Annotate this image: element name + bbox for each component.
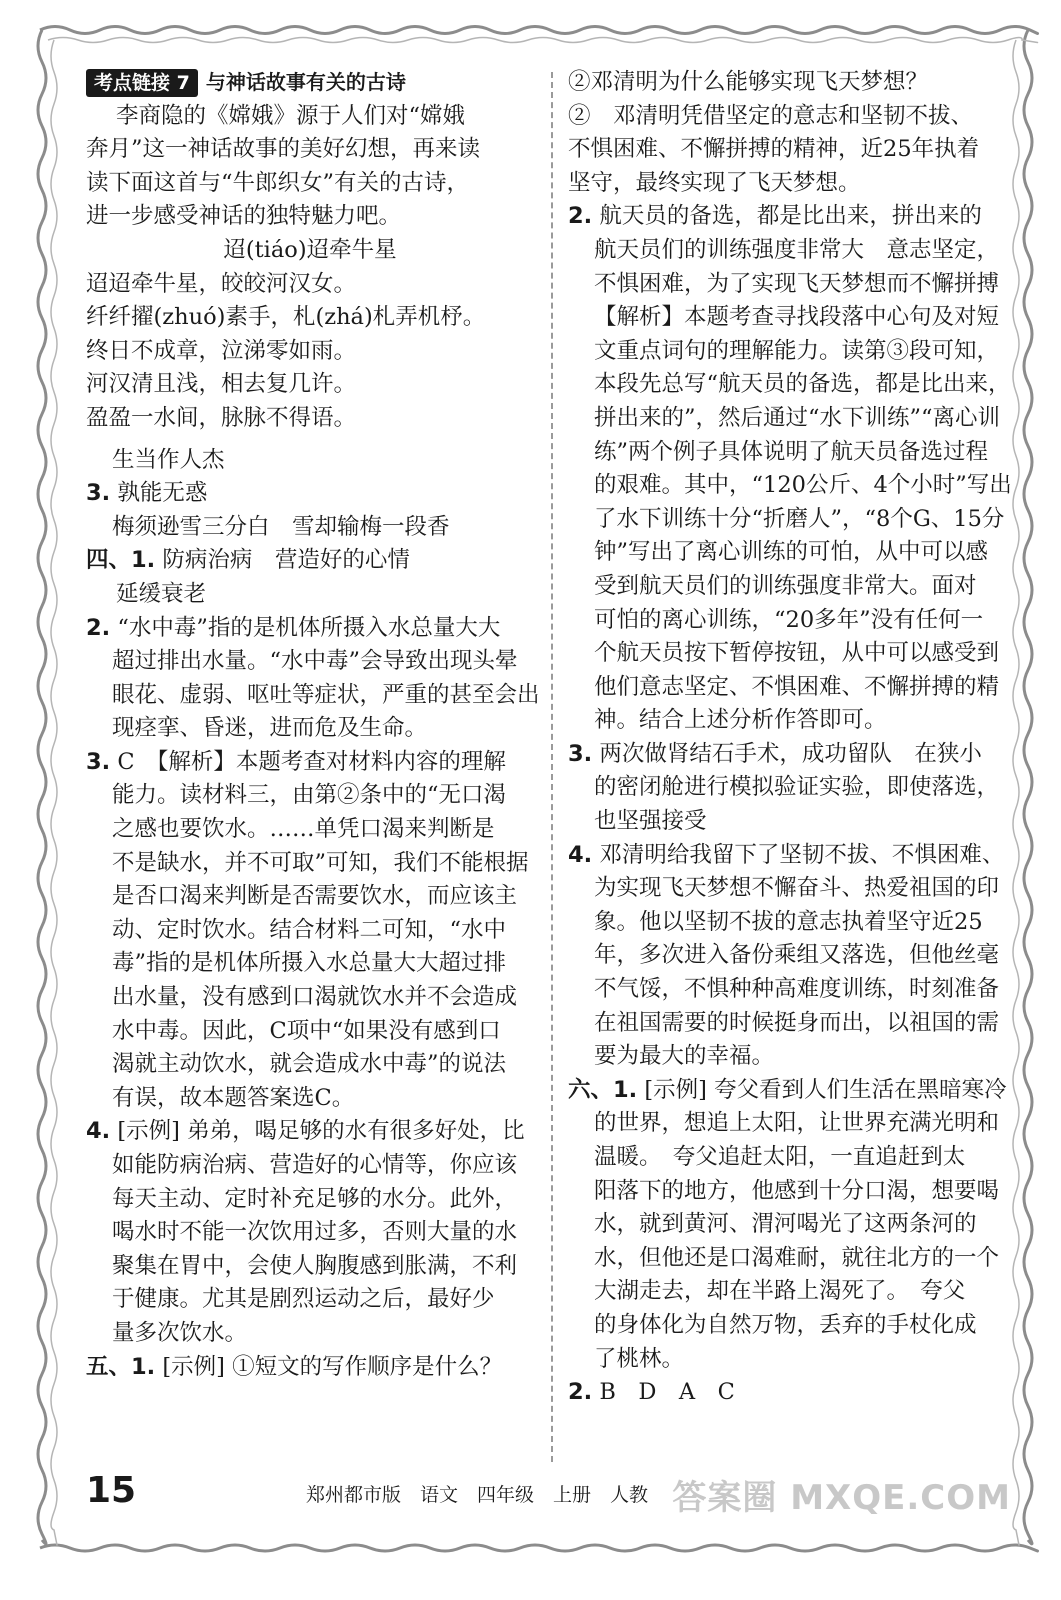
line-text: 眼花、虚弱、呕吐等症状，严重的甚至会出 <box>112 681 540 708</box>
left-text-line <box>86 981 534 1015</box>
line-text: 孰能无惑 <box>110 480 208 507</box>
right-text-line <box>568 335 1020 369</box>
line-text: 有误，故本题答案选C。 <box>112 1084 355 1111</box>
line-text: [示例] 弟弟，喝足够的水有很多好处，比 <box>110 1118 525 1145</box>
left-text-line <box>86 368 534 402</box>
line-text: 生当作人杰 <box>112 446 225 473</box>
left-text-line <box>86 679 540 713</box>
line-text: 了桃林。 <box>594 1345 685 1372</box>
right-text-line <box>568 771 1020 805</box>
right-text-line <box>568 805 1020 839</box>
left-text-line <box>86 746 534 780</box>
line-text: 可怕的离心训练，“20多年”没有任何一 <box>594 606 984 633</box>
right-text-line <box>568 1208 1020 1242</box>
line-text: “水中毒”指的是机体所摄入水总量大大 <box>110 614 501 641</box>
line-text: 每天主动、定时补充足够的水分。此外， <box>112 1185 518 1212</box>
right-text-line <box>568 1141 1020 1175</box>
line-text: ②邓清明为什么能够实现飞天梦想？ <box>568 69 929 95</box>
line-text: 的世界，想追上太阳，让世界充满光明和 <box>594 1110 1000 1137</box>
right-text-line <box>568 939 1020 973</box>
line-text: 的身体化为自然万物，丢弃的手杖化成 <box>594 1311 977 1338</box>
right-text-line <box>568 637 1020 671</box>
right-text-line <box>568 738 1020 772</box>
right-text-line <box>568 301 1020 335</box>
line-text: 量多次饮水。 <box>112 1319 248 1346</box>
right-text-line <box>568 234 1020 268</box>
left-text-line <box>86 544 534 578</box>
line-text: 他们意志坚定、不惧困难、不懈拼搏的精 <box>594 673 1000 700</box>
line-text: 年，多次进入备份乘组又落选，但他丝毫 <box>594 942 1000 969</box>
right-text-line <box>568 402 1020 436</box>
item-number: 3. <box>86 480 111 507</box>
right-text-line <box>568 839 1020 873</box>
page-number: 15 <box>86 1470 137 1511</box>
line-text: 温暖。 夸父追赶太阳，一直追赶到太 <box>594 1144 966 1170</box>
line-text: 神。结合上述分析作答即可。 <box>594 707 887 734</box>
kaodian-title: 与神话故事有关的古诗 <box>205 70 406 94</box>
line-text: 不惧困难、不懈拼搏的精神，近25年执着 <box>568 136 980 163</box>
book-info: 郑州都市版 语文 四年级 上册 人教 <box>306 1484 649 1506</box>
line-text: 读下面这首与“牛郎织女”有关的古诗， <box>86 169 470 196</box>
line-text: 能力。读材料三，由第②条中的“无口渴 <box>112 782 507 809</box>
right-text-line <box>568 66 1020 100</box>
right-text-line <box>568 872 1020 906</box>
left-text-line <box>86 712 534 746</box>
line-text: 不惧困难，为了实现飞天梦想而不懈拼搏 <box>594 270 1000 297</box>
kaodian-badge: 考点链接 7 <box>86 69 198 97</box>
right-text-line <box>568 469 1020 503</box>
line-text: 航天员们的训练强度非常大 意志坚定， <box>594 236 1000 263</box>
left-text-line <box>86 1115 534 1149</box>
line-text: 李商隐的《嫦娥》源于人们对“嫦娥 <box>116 102 466 129</box>
item-number: 4. <box>568 841 593 868</box>
right-text-line <box>568 368 1020 402</box>
left-text-line <box>86 779 534 813</box>
line-text: 【解析】本题考查寻找段落中心句及对短 <box>594 304 1000 331</box>
line-text: 水，但他还是口渴难耐，就往北方的一个 <box>594 1244 1000 1271</box>
right-text-line <box>568 1175 1020 1209</box>
right-text-line <box>568 604 1020 638</box>
line-text: 是否口渴来判断是否需要饮水，而应该主 <box>112 883 518 910</box>
left-text-line <box>86 1183 534 1217</box>
left-text-line <box>86 402 534 436</box>
line-text: 梅须逊雪三分白 雪却输梅一段香 <box>112 513 450 540</box>
right-text-line <box>568 1007 1020 1041</box>
left-text-line <box>86 1082 534 1116</box>
line-text: 了水下训练十分“折磨人”，“8个G、15分 <box>594 505 1005 532</box>
left-text-line <box>86 477 534 511</box>
left-text-line <box>86 301 534 335</box>
item-number: 3. <box>568 740 593 767</box>
line-text: 进一步感受神话的独特魅力吧。 <box>86 203 402 230</box>
right-text-line <box>568 671 1020 705</box>
right-text-line <box>568 570 1020 604</box>
line-text: [示例] ①短文的写作顺序是什么？ <box>155 1353 503 1380</box>
left-text-line <box>86 1283 534 1317</box>
right-text-line <box>568 133 1020 167</box>
line-text: 出水量，没有感到口渴就饮水并不会造成 <box>112 984 518 1011</box>
line-text: 的艰难。其中，“120公斤、4个小时”写出 <box>594 472 1012 499</box>
left-text-line <box>86 1317 534 1351</box>
left-text-line <box>86 813 534 847</box>
left-text-line <box>86 914 534 948</box>
right-text-line <box>568 1107 1020 1141</box>
kaodian-header <box>86 66 534 100</box>
line-text: 现痉挛、昏迷，进而危及生命。 <box>112 715 428 742</box>
item-number: 六、1. <box>568 1076 638 1103</box>
line-text: 本段先总写“航天员的备选，都是比出来， <box>594 371 1011 398</box>
left-text-line <box>86 200 534 234</box>
item-number: 五、1. <box>86 1353 156 1380</box>
line-text: 阳落下的地方，他感到十分口渴，想要喝 <box>594 1177 1000 1204</box>
right-text-line <box>568 536 1020 570</box>
right-text-line <box>568 1040 1020 1074</box>
left-text-line <box>86 335 534 369</box>
left-text-line <box>86 578 534 612</box>
line-text: 迢(tiáo)迢牵牛星 <box>223 236 397 263</box>
line-text: B D A C <box>592 1379 735 1406</box>
right-text-line <box>568 973 1020 1007</box>
line-text: 喝水时不能一次饮用过多，否则大量的水 <box>112 1219 518 1246</box>
left-text-line <box>86 511 534 545</box>
left-text-line <box>86 1015 534 1049</box>
line-text: 不是缺水，并不可取”可知，我们不能根据 <box>112 849 529 876</box>
line-text: 渴就主动饮水，就会造成水中毒”的说法 <box>112 1051 507 1078</box>
right-text-line <box>568 1376 1020 1410</box>
line-text: 聚集在胃中，会使人胸腹感到胀满，不利 <box>112 1252 518 1279</box>
page-footer <box>86 1470 1021 1520</box>
line-text: 迢迢牵牛星，皎皎河汉女。 <box>86 270 357 297</box>
line-text: 个航天员按下暂停按钮，从中可以感受到 <box>594 640 1000 667</box>
line-text: 延缓衰老 <box>116 580 207 607</box>
column-divider <box>551 72 553 1462</box>
left-text-line <box>86 1216 534 1250</box>
left-text-line <box>86 880 534 914</box>
watermark-logo: 答案圈 MXQE.COM <box>672 1478 1011 1518</box>
line-text: 超过排出水量。“水中毒”会导致出现头晕 <box>112 648 518 675</box>
line-text: 水中毒。因此，C项中“如果没有感到口 <box>112 1017 501 1044</box>
left-text-line <box>86 847 534 881</box>
item-number: 3. <box>86 748 111 775</box>
right-text-line <box>568 100 1020 134</box>
line-text: ② 邓清明凭借坚定的意志和坚韧不拔、 <box>568 102 974 129</box>
left-text-line <box>86 234 534 268</box>
item-number: 4. <box>86 1118 111 1145</box>
left-text-line <box>86 268 534 302</box>
left-text-line <box>86 1149 534 1183</box>
right-text-line <box>568 436 1020 470</box>
left-text-line <box>86 444 534 478</box>
item-number: 2. <box>86 614 111 641</box>
line-text: 河汉清且浅，相去复几许。 <box>86 371 357 398</box>
left-text-line <box>86 612 534 646</box>
line-text: 拼出来的”，然后通过“水下训练”“离心训 <box>594 404 1001 431</box>
line-text: 如能防病治病、营造好的心情等，你应该 <box>112 1152 518 1178</box>
right-text-line <box>568 200 1020 234</box>
line-text: 水，就到黄河、渭河喝光了这两条河的 <box>594 1211 977 1238</box>
line-text: 盈盈一水间，脉脉不得语。 <box>86 404 357 431</box>
line-text: 不气馁，不惧种种高难度训练，时刻准备 <box>594 976 1000 1003</box>
line-text: 受到航天员们的训练强度非常大。面对 <box>594 572 977 599</box>
line-text: 练”两个例子具体说明了航天员备选过程 <box>594 438 989 465</box>
left-column <box>86 66 540 1384</box>
line-text: 航天员的备选，都是比出来，拼出来的 <box>592 203 982 230</box>
line-text: 为实现飞天梦想不懈奋斗、热爱祖国的印 <box>594 875 1000 902</box>
right-column <box>568 66 1020 1410</box>
right-text-line <box>568 1309 1020 1343</box>
left-text-line <box>86 1250 534 1284</box>
line-text: 防病治病 营造好的心情 <box>155 547 410 574</box>
line-text: 毒”指的是机体所摄入水总量大大超过排 <box>112 950 507 977</box>
left-text-line <box>86 133 534 167</box>
right-text-line <box>568 1242 1020 1276</box>
line-text: 动、定时饮水。结合材料二可知，“水中 <box>112 916 507 943</box>
line-text: 终日不成章，泣涕零如雨。 <box>86 337 357 364</box>
line-text: 钟”写出了离心训练的可怕，从中可以感 <box>594 539 989 566</box>
line-text: 邓清明给我留下了坚韧不拔、不惧困难、 <box>592 841 1005 868</box>
line-text: 在祖国需要的时候挺身而出，以祖国的需 <box>594 1009 1000 1036</box>
line-text: 要为最大的幸福。 <box>594 1043 775 1070</box>
line-text: 两次做肾结石手术，成功留队 在狭小 <box>592 740 982 767</box>
left-text-line <box>86 645 534 679</box>
right-text-line <box>568 1074 1020 1108</box>
right-text-line <box>568 704 1020 738</box>
right-text-line <box>568 906 1020 940</box>
line-text: 象。他以坚韧不拔的意志执着坚守近25 <box>594 908 983 935</box>
item-number: 2. <box>568 203 593 230</box>
line-text: 大湖走去，却在半路上渴死了。 夸父 <box>594 1278 966 1305</box>
line-text: 奔月”这一神话故事的美好幻想，再来读 <box>86 136 481 163</box>
right-text-line <box>568 167 1020 201</box>
line-text: 文重点词句的理解能力。读第③段可知， <box>594 337 1000 364</box>
line-text: 坚守，最终实现了飞天梦想。 <box>568 169 861 196</box>
line-text: 之感也要饮水。……单凭口渴来判断是 <box>112 816 495 843</box>
right-text-line <box>568 268 1020 302</box>
item-number: 2. <box>568 1379 593 1406</box>
line-text: 纤纤擢(zhuó)素手，札(zhá)札弄机杼。 <box>86 304 486 331</box>
line-text: 于健康。尤其是剧烈运动之后，最好少 <box>112 1286 495 1313</box>
line-text: 也坚强接受 <box>594 808 707 835</box>
line-text: 的密闭舱进行模拟验证实验，即使落选， <box>594 774 1000 801</box>
item-number: 四、1. <box>86 547 156 574</box>
left-text-line <box>86 1351 534 1385</box>
right-text-line <box>568 503 1020 537</box>
line-text: C 【解析】本题考查对材料内容的理解 <box>110 748 506 775</box>
left-text-line <box>86 167 534 201</box>
right-text-line <box>568 1275 1020 1309</box>
left-text-line <box>86 1048 534 1082</box>
right-text-line <box>568 1343 1020 1377</box>
left-text-line <box>86 947 534 981</box>
left-text-line <box>86 100 534 134</box>
line-text: [示例] 夸父看到人们生活在黑暗寒冷 <box>637 1076 1007 1103</box>
